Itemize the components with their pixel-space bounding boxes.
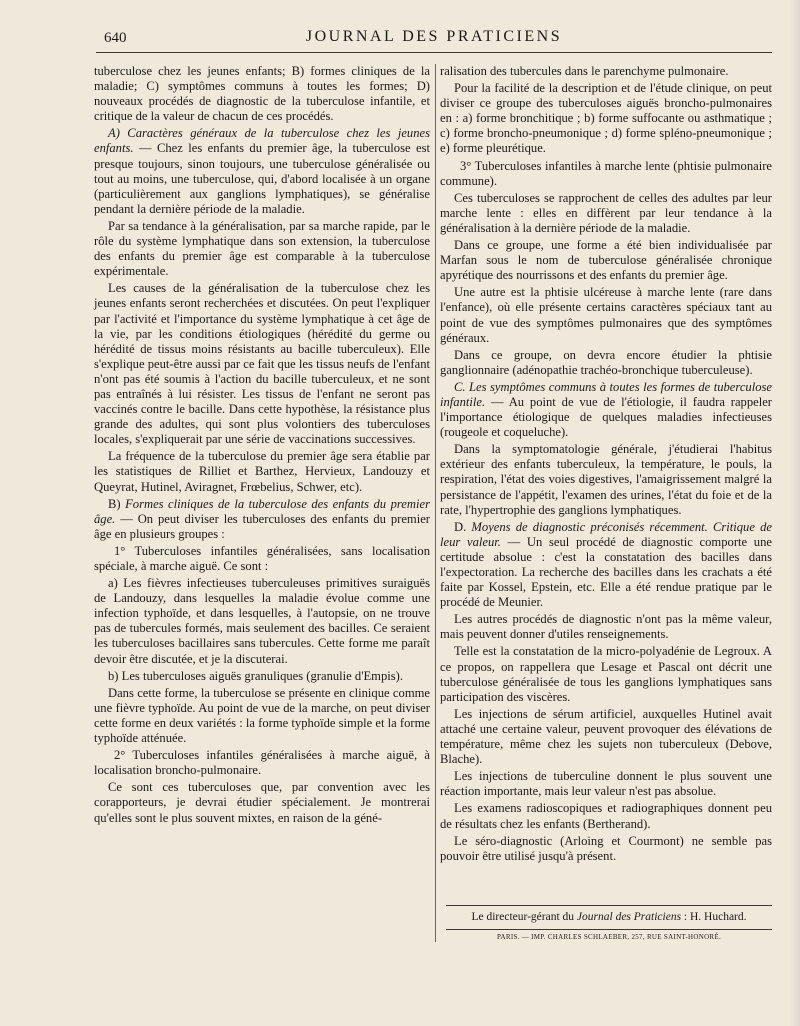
section-d-heading: Moyens de diagnostic préconisés récemment. Critique de leur valeur.: [440, 519, 772, 549]
page-number: 640: [104, 30, 127, 46]
paragraph: Dans ce groupe, une forme a été bien individualisée par Marfan sous le nom de tuberculose généralisée chronique apyrétique des nourrissons et des enfants du premier âge.: [440, 238, 772, 283]
footer-rule: [446, 905, 772, 906]
left-column: [94, 64, 430, 828]
right-column: [440, 64, 772, 866]
editor-name: : H. Huchard.: [681, 911, 747, 923]
paragraph: Les injections de tuberculine donnent le plus souvent une réaction importante, mais leur valeur n'est pas absolue.: [440, 769, 772, 799]
paragraph: Les examens radioscopiques et radiographiques donnent peu de résultats chez les enfants (Bertherand).: [440, 801, 772, 831]
paragraph: Une autre est la phtisie ulcéreuse à marche lente (rare dans l'enfance), où elle présente certains caractères spéciaux tant au point de vue des symptômes pulmonaires que des symptômes généraux.: [440, 285, 772, 345]
journal-name: Journal des Praticiens: [576, 911, 682, 923]
editor-credit: [446, 911, 772, 923]
section-d-paragraph: [440, 520, 772, 611]
section-a-text: — Chez les enfants du premier âge, la tuberculose est presque toujours, sinon toujours, une tuberculose généralisée ou tout au moins, une tuberculose, qui, d'abord localisée à un organe (particulièrement aux ganglions lymphatiques), se généralise pendant la dernière période de la maladie.: [94, 141, 430, 216]
editor-prefix: Le directeur-gérant du: [471, 911, 577, 923]
paragraph: b) Les tuberculoses aiguës granuliques (granulie d'Empis).: [108, 668, 403, 683]
section-c-paragraph: [440, 380, 772, 440]
section-a-heading: A) Caractères généraux de la tuberculose chez les jeunes enfants.: [94, 126, 430, 156]
paragraph: Pour la facilité de la description et de l'étude clinique, on peut diviser ce groupe des tuberculoses aiguës broncho-pulmonaires en : a) forme bronchitique ; b) forme suffocante ou asthmatique ; c) forme broncho-pneumonique ; d) forme spléno-pneumonique ; e) forme pleurétique.: [440, 81, 772, 156]
paragraph: ralisation des tubercules dans le parenchyme pulmonaire.: [440, 64, 729, 78]
paragraph: Ce sont ces tuberculoses que, par convention avec les corapporteurs, je devrai étudier spécialement. Je montrerai qu'elles sont le plus souvent mixtes, en raison de la géné-: [94, 780, 430, 825]
section-b-label: B): [108, 496, 126, 511]
section-c-heading: C. Les symptômes communs à toutes les formes de tuberculose infantile.: [440, 379, 772, 409]
section-a-paragraph: [94, 126, 430, 217]
page-header: [96, 26, 772, 53]
section-c-text: — Au point de vue de l'étiologie, il faudra rappeler l'importance étiologique de quelques maladies infectieuses (rougeole et coqueluche).: [440, 394, 772, 440]
paragraph: 3° Tuberculoses infantiles à marche lente (phtisie pulmonaire commune).: [440, 158, 772, 188]
section-d-label: D.: [454, 519, 472, 534]
paragraph: 1° Tuberculoses infantiles généralisées, sans localisation spéciale, à marche aiguë. Ce sont :: [94, 543, 430, 573]
paragraph: Par sa tendance à la généralisation, par sa marche rapide, par le rôle du système lymphatique dans son extension, la tuberculose des enfants du premier âge est comparable à la tuberculose expérimentale.: [94, 218, 430, 279]
printer-imprint: PARIS. — IMP. CHARLES SCHLAEBER, 257, RUE SAINT-HONORÉ.: [496, 933, 722, 941]
section-b-paragraph: [94, 497, 430, 542]
paragraph: Les causes de la généralisation de la tuberculose chez les jeunes enfants seront recherchées et discutées. On peut l'expliquer par l'activité et l'importance du système lymphatique à cet âge de la vie, par les conditions étiologiques (hérédité du germe ou hérédité de tissus moins résistants au bacille tuberculeux). Elle s'explique peut-être aussi par ce fait que les tissus neufs de l'enfant n'ont pas été soumis à l'action du bacille tuberculeux, et ne sont pas entraînés à lui résister. Les tissus de l'enfant ne seront pas vaccinés contre le bacille. Dans cette hypothèse, la résistance plus grande des adultes, qui sont plus volontiers des tuberculoses locales, s'expliquerait par une série de vaccinations successives.: [94, 281, 430, 447]
paragraph: Dans ce groupe, on devra encore étudier la phtisie ganglionnaire (adénopathie trachéo-bronchique tuberculeuse).: [440, 347, 772, 377]
paragraph: Ces tuberculoses se rapprochent de celles des adultes par leur marche lente : elles en diffèrent par leur tendance à la généralisation à la dernière période de la maladie.: [440, 190, 772, 235]
paragraph: tuberculose chez les jeunes enfants; B) formes cliniques de la maladie; C) symptômes communs à toutes les formes; D) nouveaux procédés de diagnostic de la tuberculose infantile, et critique de la valeur de chacun de ces procédés.: [94, 64, 430, 124]
section-b-heading: Formes cliniques de la tuberculose des enfants du premier âge.: [94, 496, 430, 526]
page-edge-shadow: [790, 0, 800, 1026]
journal-title: JOURNAL DES PRATICIENS: [305, 28, 563, 45]
paragraph: Le séro-diagnostic (Arloing et Courmont) ne semble pas pouvoir être utilisé jusqu'à présent.: [440, 833, 772, 863]
paragraph: Dans la symptomatologie générale, j'étudierai l'habitus extérieur des enfants tuberculeux, la température, le pouls, la respiration, l'état des voies digestives, l'amaigrissement malgré la persistance de l'appétit, l'examen des urines, l'état du foie et de la rate, l'hypertrophie des ganglions lymphatiques.: [440, 442, 772, 517]
footer-rule: [446, 929, 772, 930]
paragraph: Dans cette forme, la tuberculose se présente en clinique comme une fièvre typhoïde. Au point de vue de la marche, on peut diviser cette forme en deux variétés : la forme typhoïde simple et la forme typhoïde atténuée.: [94, 685, 430, 746]
column-divider: [435, 64, 436, 942]
section-d-text: — Un seul procédé de diagnostic comporte une certitude absolue : c'est la constatation des bacilles dans l'expectoration. La recherche des bacilles dans les crachats a été faite par Kossel, Epstein, etc. Elle a été rendue pratique par le procédé de Meunier.: [440, 534, 772, 610]
paragraph: Telle est la constatation de la micro-polyadénie de Legroux. A ce propos, on rappellera que Lesage et Pascal ont décrit une tuberculose généralisée de tous les ganglions lymphatiques sans participation des viscères.: [440, 644, 772, 704]
paragraph: Les autres procédés de diagnostic n'ont pas la même valeur, mais peuvent donner d'utiles renseignements.: [440, 612, 772, 642]
paragraph: Les injections de sérum artificiel, auxquelles Hutinel avait attaché une certaine valeur, peuvent provoquer des élévations de température, même chez les sujets non tuberculeux (Debove, Blache).: [440, 706, 772, 767]
section-b-text: — On peut diviser les tuberculoses des enfants du premier âge en plusieurs groupes :: [94, 511, 430, 541]
paragraph: a) Les fièvres infectieuses tuberculeuses primitives suraiguës de Landouzy, dans lesquelles la maladie évolue comme une infection typhoïde, et dans lesquelles, à l'autopsie, on ne trouve pas de tubercules formés, mais seulement des bacilles. Ce seraient les tuberculoses bacillaires sans tubercules. Cette forme me paraît devoir être discutée, et je la discuterai.: [94, 576, 430, 666]
paragraph: La fréquence de la tuberculose du premier âge sera établie par les statistiques de Rilliet et Barthez, Hervieux, Landouzy et Queyrat, Hutinel, Aviragnet, Frœbelius, Schwer, etc).: [94, 449, 430, 494]
paragraph: 2° Tuberculoses infantiles généralisées à marche aiguë, à localisation broncho-pulmonaire.: [94, 748, 430, 778]
